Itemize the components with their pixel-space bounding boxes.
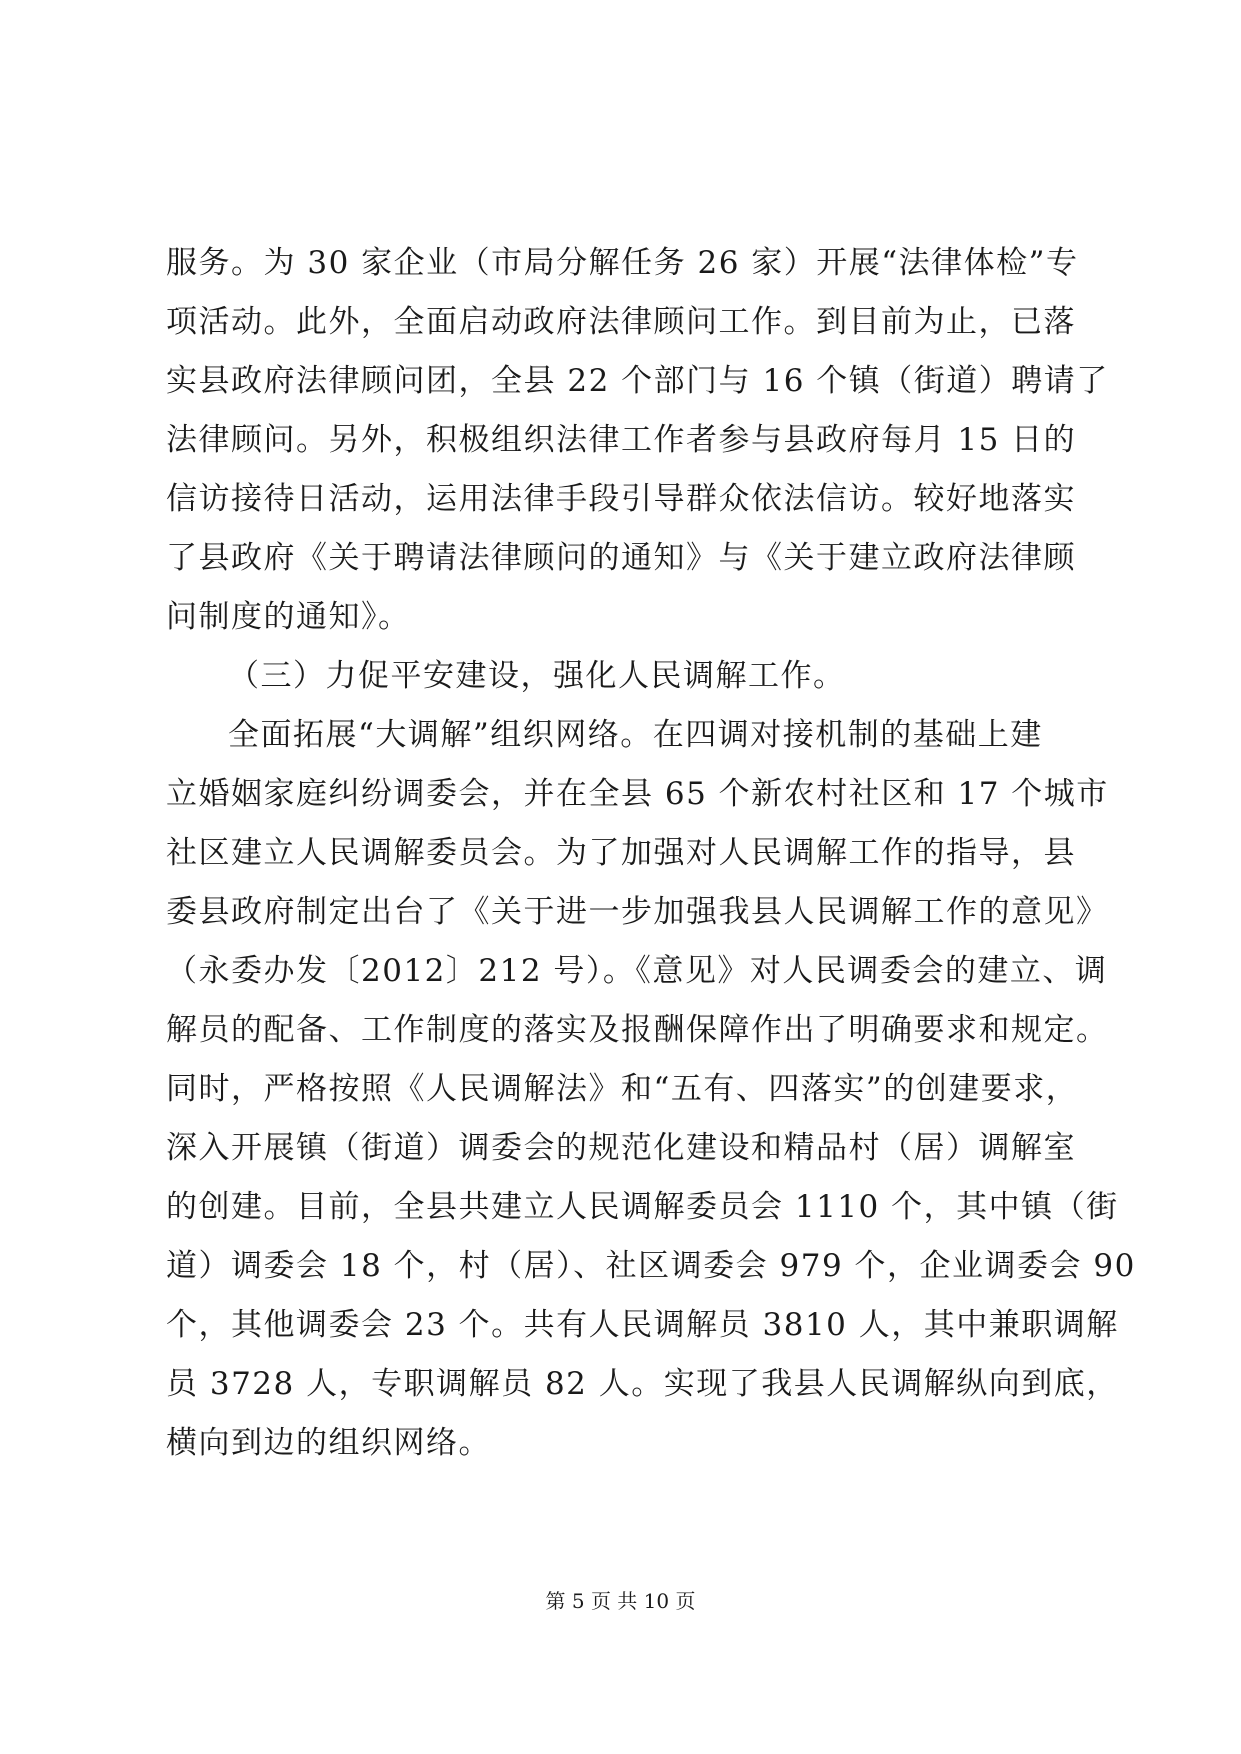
text-line: 横向到边的组织网络。 [166, 1425, 491, 1461]
text-line: 道）调委会 18 个，村（居）、社区调委会 979 个，企业调委会 90 [166, 1248, 1136, 1284]
text-line: 委县政府制定出台了《关于进一步加强我县人民调解工作的意见》 [166, 894, 1109, 930]
section-heading: （三）力促平安建设，强化人民调解工作。 [228, 658, 846, 694]
text-line: 了县政府《关于聘请法律顾问的通知》与《关于建立政府法律顾 [166, 540, 1076, 576]
text-line: 解员的配备、工作制度的落实及报酬保障作出了明确要求和规定。 [166, 1012, 1109, 1048]
text-line: 社区建立人民调解委员会。为了加强对人民调解工作的指导，县 [166, 835, 1076, 871]
text-line: 的创建。目前，全县共建立人民调解委员会 1110 个，其中镇（街 [166, 1189, 1119, 1225]
text-line: 员 3728 人，专职调解员 82 人。实现了我县人民调解纵向到底， [166, 1366, 1119, 1402]
text-line: 同时，严格按照《人民调解法》和“五有、四落实”的创建要求， [166, 1071, 1079, 1107]
text-line: 信访接待日活动，运用法律手段引导群众依法信访。较好地落实 [166, 481, 1076, 517]
text-line: 全面拓展“大调解”组织网络。在四调对接机制的基础上建 [228, 717, 1043, 753]
text-line: 个，其他调委会 23 个。共有人民调解员 3810 人，其中兼职调解 [166, 1307, 1119, 1343]
text-line: 法律顾问。另外，积极组织法律工作者参与县政府每月 15 日的 [166, 422, 1077, 458]
page-number-footer: 第 5 页 共 10 页 [545, 1589, 696, 1613]
text-line: 项活动。此外，全面启动政府法律顾问工作。到目前为止，已落 [166, 304, 1076, 340]
text-line: 问制度的通知》。 [166, 599, 411, 635]
text-line: 立婚姻家庭纠纷调委会，并在全县 65 个新农村社区和 17 个城市 [166, 776, 1109, 812]
text-line: （永委办发〔2012〕212 号）。《意见》对人民调委会的建立、调 [166, 953, 1108, 989]
text-line: 服务。为 30 家企业（市局分解任务 26 家）开展“法律体检”专 [166, 245, 1079, 281]
text-line: 深入开展镇（街道）调委会的规范化建设和精品村（居）调解室 [166, 1130, 1076, 1166]
text-line: 实县政府法律顾问团，全县 22 个部门与 16 个镇（街道）聘请了 [166, 363, 1109, 399]
